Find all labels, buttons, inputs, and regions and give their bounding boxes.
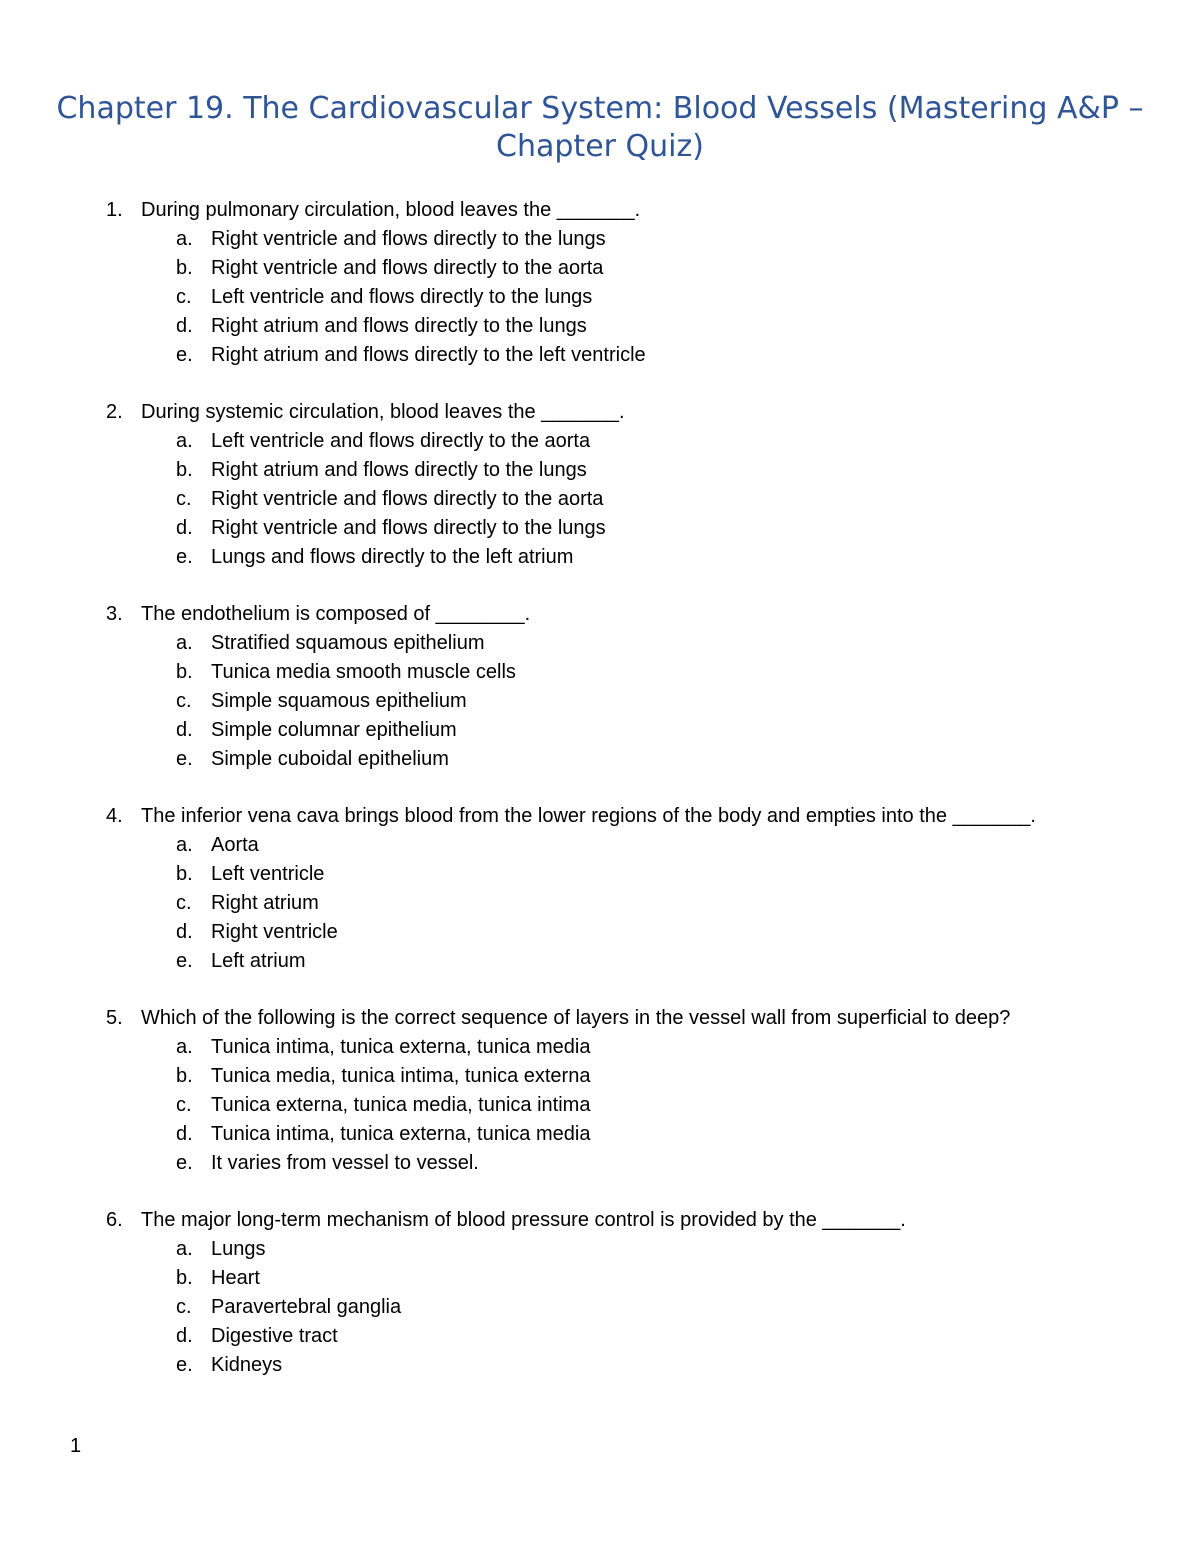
option-text: Simple columnar epithelium — [211, 719, 457, 741]
option-letter: d. — [176, 1123, 193, 1145]
question-number: 4. — [106, 805, 123, 827]
option-text: Right atrium and flows directly to the left ventricle — [211, 344, 646, 366]
option-letter: a. — [176, 430, 193, 452]
option-text: Aorta — [211, 834, 259, 856]
option-letter: b. — [176, 459, 193, 481]
option-text: Right ventricle — [211, 921, 338, 943]
option-text: Left atrium — [211, 950, 306, 972]
answer-option — [0, 1062, 1200, 1091]
option-letter: b. — [176, 257, 193, 279]
answer-option — [0, 629, 1200, 658]
answer-option — [0, 254, 1200, 283]
option-letter: b. — [176, 661, 193, 683]
answer-option — [0, 1149, 1200, 1178]
answer-option — [0, 889, 1200, 918]
question-line — [0, 1206, 1200, 1235]
question-line — [0, 1004, 1200, 1033]
option-letter: d. — [176, 921, 193, 943]
answer-option — [0, 543, 1200, 572]
question-number: 5. — [106, 1007, 123, 1029]
option-text: Simple squamous epithelium — [211, 690, 467, 712]
question-text: During pulmonary circulation, blood leaves the _______. — [141, 199, 641, 221]
option-letter: c. — [176, 892, 192, 914]
option-letter: c. — [176, 1296, 192, 1318]
option-text: Right ventricle and flows directly to the aorta — [211, 488, 604, 510]
option-text: Left ventricle — [211, 863, 325, 885]
question-line — [0, 196, 1200, 225]
answer-option — [0, 1120, 1200, 1149]
question-line — [0, 802, 1200, 831]
option-letter: a. — [176, 1238, 193, 1260]
option-letter: a. — [176, 1036, 193, 1058]
option-text: Tunica intima, tunica externa, tunica media — [211, 1036, 591, 1058]
answer-option — [0, 831, 1200, 860]
option-letter: c. — [176, 488, 192, 510]
option-text: Simple cuboidal epithelium — [211, 748, 449, 770]
option-text: Right atrium — [211, 892, 319, 914]
option-letter: d. — [176, 1325, 193, 1347]
option-letter: e. — [176, 546, 193, 568]
question-number: 1. — [106, 199, 123, 221]
option-text: Kidneys — [211, 1354, 283, 1376]
answer-option — [0, 225, 1200, 254]
option-letter: b. — [176, 1267, 193, 1289]
answer-option — [0, 947, 1200, 976]
option-letter: a. — [176, 632, 193, 654]
option-text: Paravertebral ganglia — [211, 1296, 402, 1318]
question-text: Which of the following is the correct sequence of layers in the vessel wall from superficial to deep? — [141, 1007, 1011, 1029]
option-letter: e. — [176, 1152, 193, 1174]
page-number: 1 — [70, 1435, 82, 1457]
question-item — [0, 600, 1200, 774]
option-list — [0, 1033, 1200, 1178]
option-letter: b. — [176, 863, 193, 885]
answer-option — [0, 658, 1200, 687]
option-text: Tunica intima, tunica externa, tunica media — [211, 1123, 591, 1145]
question-item — [0, 802, 1200, 976]
answer-option — [0, 745, 1200, 774]
answer-option — [0, 1235, 1200, 1264]
answer-option — [0, 283, 1200, 312]
question-item — [0, 398, 1200, 572]
answer-option — [0, 1293, 1200, 1322]
question-item — [0, 1206, 1200, 1380]
option-text: Tunica media smooth muscle cells — [211, 661, 516, 683]
answer-option — [0, 341, 1200, 370]
answer-option — [0, 1322, 1200, 1351]
option-list — [0, 225, 1200, 370]
option-list — [0, 831, 1200, 976]
answer-option — [0, 456, 1200, 485]
answer-option — [0, 860, 1200, 889]
answer-option — [0, 716, 1200, 745]
option-text: Lungs and flows directly to the left atrium — [211, 546, 574, 568]
question-text: The inferior vena cava brings blood from the lower regions of the body and empties into the _______. — [141, 805, 1036, 827]
question-text: The major long-term mechanism of blood pressure control is provided by the _______. — [141, 1209, 906, 1231]
question-item — [0, 196, 1200, 370]
question-text: During systemic circulation, blood leaves the _______. — [141, 401, 625, 423]
option-letter: b. — [176, 1065, 193, 1087]
option-text: Left ventricle and flows directly to the lungs — [211, 286, 593, 308]
question-number: 3. — [106, 603, 123, 625]
option-letter: d. — [176, 517, 193, 539]
option-text: Heart — [211, 1267, 260, 1289]
answer-option — [0, 514, 1200, 543]
option-text: Tunica media, tunica intima, tunica externa — [211, 1065, 591, 1087]
option-list — [0, 1235, 1200, 1380]
option-letter: a. — [176, 228, 193, 250]
answer-option — [0, 687, 1200, 716]
question-line — [0, 398, 1200, 427]
question-list — [0, 196, 1200, 1408]
option-letter: e. — [176, 1354, 193, 1376]
option-text: Stratified squamous epithelium — [211, 632, 485, 654]
option-letter: c. — [176, 286, 192, 308]
option-text: Left ventricle and flows directly to the aorta — [211, 430, 591, 452]
option-letter: e. — [176, 748, 193, 770]
option-letter: a. — [176, 834, 193, 856]
option-text: Right atrium and flows directly to the lungs — [211, 315, 587, 337]
question-item — [0, 1004, 1200, 1178]
answer-option — [0, 918, 1200, 947]
answer-option — [0, 312, 1200, 341]
option-text: Tunica externa, tunica media, tunica intima — [211, 1094, 591, 1116]
page-title: Chapter 19. The Cardiovascular System: Blood Vessels (Mastering A&P – Chapter Quiz) — [56, 91, 1144, 164]
answer-option — [0, 1033, 1200, 1062]
question-line — [0, 600, 1200, 629]
answer-option — [0, 1091, 1200, 1120]
option-text: Right ventricle and flows directly to the lungs — [211, 228, 606, 250]
question-number: 2. — [106, 401, 123, 423]
option-text: It varies from vessel to vessel. — [211, 1152, 479, 1174]
answer-option — [0, 427, 1200, 456]
option-text: Lungs — [211, 1238, 266, 1260]
answer-option — [0, 485, 1200, 514]
option-letter: c. — [176, 690, 192, 712]
option-text: Digestive tract — [211, 1325, 338, 1347]
option-text: Right ventricle and flows directly to the aorta — [211, 257, 604, 279]
option-letter: d. — [176, 719, 193, 741]
option-letter: d. — [176, 315, 193, 337]
option-text: Right ventricle and flows directly to the lungs — [211, 517, 606, 539]
option-letter: e. — [176, 344, 193, 366]
question-text: The endothelium is composed of ________. — [141, 603, 531, 625]
option-list — [0, 629, 1200, 774]
option-letter: c. — [176, 1094, 192, 1116]
answer-option — [0, 1351, 1200, 1380]
option-list — [0, 427, 1200, 572]
answer-option — [0, 1264, 1200, 1293]
option-letter: e. — [176, 950, 193, 972]
option-text: Right atrium and flows directly to the lungs — [211, 459, 587, 481]
question-number: 6. — [106, 1209, 123, 1231]
